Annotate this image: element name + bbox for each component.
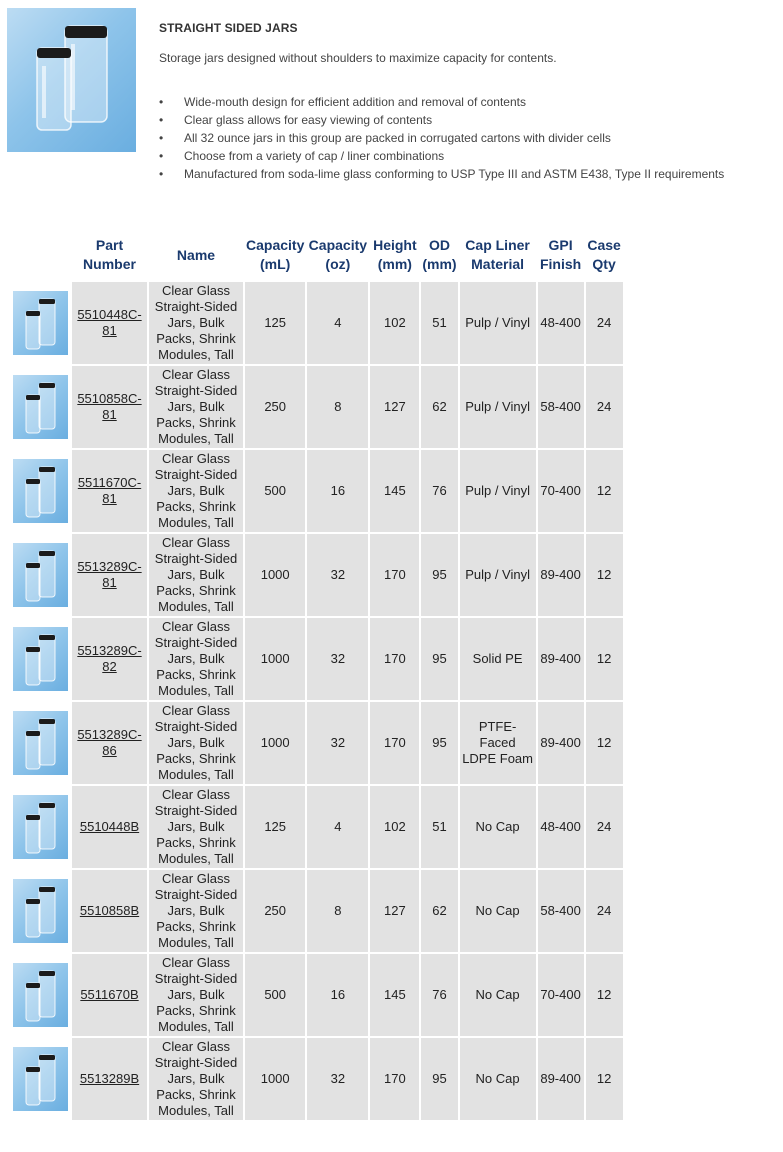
- od-cell: 95: [421, 534, 457, 616]
- table-row: [13, 1038, 623, 1120]
- part-number-link[interactable]: 5513289C-81: [77, 559, 142, 590]
- capacity-oz-cell: 16: [307, 954, 368, 1036]
- product-thumbnail[interactable]: [13, 627, 68, 691]
- gpi-finish-cell: 89-400: [538, 702, 584, 784]
- product-table: [11, 228, 625, 1122]
- part-number-link[interactable]: 5513289B: [79, 1071, 140, 1086]
- capacity-ml-cell: 500: [245, 954, 305, 1036]
- capacity-ml-cell: 1000: [245, 702, 305, 784]
- od-cell: 62: [421, 870, 457, 952]
- intro-section: [159, 21, 769, 183]
- product-thumbnail-cell: [13, 870, 70, 952]
- bullet-icon: •: [159, 167, 164, 181]
- product-name-cell: Clear Glass Straight-Sided Jars, Bulk Packs, Shrink Modules, Tall: [149, 1038, 243, 1120]
- height-cell: 127: [370, 366, 419, 448]
- product-thumbnail-cell: [13, 450, 70, 532]
- product-thumbnail[interactable]: [13, 291, 68, 355]
- header-capacity-oz: Capacity (oz): [307, 230, 368, 280]
- case-qty-cell: 12: [586, 1038, 623, 1120]
- product-name-cell: Clear Glass Straight-Sided Jars, Bulk Packs, Shrink Modules, Tall: [149, 786, 243, 868]
- feature-item: [159, 129, 769, 147]
- product-thumbnail[interactable]: [13, 879, 68, 943]
- product-thumbnail-cell: [13, 366, 70, 448]
- cap-liner-cell: Solid PE: [460, 618, 536, 700]
- product-thumbnail[interactable]: [13, 375, 68, 439]
- height-cell: 127: [370, 870, 419, 952]
- capacity-oz-cell: 4: [307, 282, 368, 364]
- product-thumbnail[interactable]: [13, 795, 68, 859]
- case-qty-cell: 12: [586, 954, 623, 1036]
- od-cell: 76: [421, 450, 457, 532]
- product-thumbnail[interactable]: [13, 1047, 68, 1111]
- height-cell: 170: [370, 618, 419, 700]
- capacity-oz-cell: 32: [307, 534, 368, 616]
- part-number-link[interactable]: 5511670C-81: [77, 475, 142, 506]
- height-cell: 170: [370, 1038, 419, 1120]
- feature-text: Wide-mouth design for efficient addition and removal of contents: [184, 95, 526, 109]
- part-number-link[interactable]: 5510858B: [79, 903, 140, 918]
- feature-item: [159, 165, 769, 183]
- product-thumbnail[interactable]: [13, 711, 68, 775]
- case-qty-cell: 24: [586, 870, 623, 952]
- feature-text: All 32 ounce jars in this group are packed in corrugated cartons with divider cells: [184, 131, 611, 145]
- header-case-qty: Case Qty: [586, 230, 623, 280]
- table-row: [13, 366, 623, 448]
- gpi-finish-cell: 89-400: [538, 618, 584, 700]
- capacity-ml-cell: 1000: [245, 1038, 305, 1120]
- height-cell: 170: [370, 702, 419, 784]
- cap-liner-cell: No Cap: [460, 870, 536, 952]
- product-thumbnail-cell: [13, 1038, 70, 1120]
- capacity-ml-cell: 1000: [245, 534, 305, 616]
- product-thumbnail-cell: [13, 534, 70, 616]
- gpi-finish-cell: 89-400: [538, 534, 584, 616]
- table-row: [13, 954, 623, 1036]
- cap-liner-cell: No Cap: [460, 1038, 536, 1120]
- table-row: [13, 282, 623, 364]
- table-row: [13, 534, 623, 616]
- header-gpi-finish: GPI Finish: [538, 230, 584, 280]
- header-cap-liner: Cap Liner Material: [460, 230, 536, 280]
- cap-liner-cell: Pulp / Vinyl: [460, 450, 536, 532]
- part-number-cell: [72, 534, 147, 616]
- table-row: [13, 618, 623, 700]
- header-thumbnail: [13, 230, 70, 280]
- header-part-number: Part Number: [72, 230, 147, 280]
- case-qty-cell: 12: [586, 702, 623, 784]
- capacity-oz-cell: 32: [307, 702, 368, 784]
- header-height: Height (mm): [370, 230, 419, 280]
- part-number-link[interactable]: 5511670B: [80, 987, 139, 1002]
- height-cell: 170: [370, 534, 419, 616]
- cap-liner-cell: PTFE-Faced LDPE Foam: [460, 702, 536, 784]
- gpi-finish-cell: 48-400: [538, 786, 584, 868]
- feature-item: [159, 111, 769, 129]
- case-qty-cell: 24: [586, 786, 623, 868]
- height-cell: 145: [370, 450, 419, 532]
- table-body: [13, 282, 623, 1120]
- capacity-ml-cell: 500: [245, 450, 305, 532]
- part-number-cell: [72, 870, 147, 952]
- feature-text: Clear glass allows for easy viewing of contents: [184, 113, 433, 127]
- bullet-icon: •: [159, 95, 164, 109]
- part-number-link[interactable]: 5513289C-86: [77, 727, 142, 758]
- feature-item: [159, 147, 769, 165]
- header-od: OD (mm): [421, 230, 457, 280]
- cap-liner-cell: Pulp / Vinyl: [460, 366, 536, 448]
- part-number-link[interactable]: 5510448B: [79, 819, 140, 834]
- gpi-finish-cell: 48-400: [538, 282, 584, 364]
- part-number-cell: [72, 618, 147, 700]
- product-thumbnail-cell: [13, 702, 70, 784]
- jars-illustration-icon: [7, 8, 136, 152]
- product-name-cell: Clear Glass Straight-Sided Jars, Bulk Packs, Shrink Modules, Tall: [149, 450, 243, 532]
- part-number-link[interactable]: 5513289C-82: [77, 643, 142, 674]
- product-thumbnail[interactable]: [13, 543, 68, 607]
- feature-item: [159, 93, 769, 111]
- header-name: Name: [149, 230, 243, 280]
- case-qty-cell: 12: [586, 618, 623, 700]
- part-number-cell: [72, 282, 147, 364]
- product-name-cell: Clear Glass Straight-Sided Jars, Bulk Packs, Shrink Modules, Tall: [149, 954, 243, 1036]
- part-number-cell: [72, 1038, 147, 1120]
- gpi-finish-cell: 70-400: [538, 450, 584, 532]
- table-row: [13, 870, 623, 952]
- cap-liner-cell: Pulp / Vinyl: [460, 282, 536, 364]
- feature-text: Manufactured from soda-lime glass conforming to USP Type III and ASTM E438, Type II requirements: [184, 167, 725, 181]
- height-cell: 102: [370, 786, 419, 868]
- part-number-cell: [72, 450, 147, 532]
- product-name-cell: Clear Glass Straight-Sided Jars, Bulk Packs, Shrink Modules, Tall: [149, 702, 243, 784]
- case-qty-cell: 12: [586, 450, 623, 532]
- part-number-link[interactable]: 5510858C-81: [77, 391, 142, 422]
- capacity-ml-cell: 1000: [245, 618, 305, 700]
- product-photo: [7, 8, 136, 152]
- capacity-ml-cell: 250: [245, 870, 305, 952]
- bullet-icon: •: [159, 113, 164, 127]
- product-thumbnail-cell: [13, 282, 70, 364]
- od-cell: 76: [421, 954, 457, 1036]
- case-qty-cell: 12: [586, 534, 623, 616]
- header-capacity-ml: Capacity (mL): [245, 230, 305, 280]
- cap-liner-cell: No Cap: [460, 954, 536, 1036]
- feature-text: Choose from a variety of cap / liner combinations: [184, 149, 445, 163]
- capacity-ml-cell: 250: [245, 366, 305, 448]
- product-name-cell: Clear Glass Straight-Sided Jars, Bulk Packs, Shrink Modules, Tall: [149, 618, 243, 700]
- od-cell: 51: [421, 282, 457, 364]
- height-cell: 145: [370, 954, 419, 1036]
- product-thumbnail-cell: [13, 786, 70, 868]
- od-cell: 95: [421, 1038, 457, 1120]
- product-thumbnail-cell: [13, 618, 70, 700]
- product-name-cell: Clear Glass Straight-Sided Jars, Bulk Packs, Shrink Modules, Tall: [149, 534, 243, 616]
- gpi-finish-cell: 89-400: [538, 1038, 584, 1120]
- capacity-oz-cell: 32: [307, 618, 368, 700]
- capacity-oz-cell: 8: [307, 870, 368, 952]
- table-row: [13, 702, 623, 784]
- part-number-cell: [72, 954, 147, 1036]
- od-cell: 95: [421, 702, 457, 784]
- part-number-cell: [72, 786, 147, 868]
- case-qty-cell: 24: [586, 366, 623, 448]
- case-qty-cell: 24: [586, 282, 623, 364]
- page-description: Storage jars designed without shoulders to maximize capacity for contents.: [159, 51, 557, 65]
- cap-liner-cell: No Cap: [460, 786, 536, 868]
- capacity-oz-cell: 4: [307, 786, 368, 868]
- od-cell: 95: [421, 618, 457, 700]
- capacity-oz-cell: 16: [307, 450, 368, 532]
- feature-list: [159, 93, 769, 183]
- gpi-finish-cell: 58-400: [538, 870, 584, 952]
- product-name-cell: Clear Glass Straight-Sided Jars, Bulk Packs, Shrink Modules, Tall: [149, 366, 243, 448]
- height-cell: 102: [370, 282, 419, 364]
- gpi-finish-cell: 70-400: [538, 954, 584, 1036]
- capacity-ml-cell: 125: [245, 786, 305, 868]
- od-cell: 51: [421, 786, 457, 868]
- part-number-link[interactable]: 5510448C-81: [77, 307, 142, 338]
- capacity-oz-cell: 8: [307, 366, 368, 448]
- bullet-icon: •: [159, 131, 164, 145]
- page-title: STRAIGHT SIDED JARS: [159, 21, 298, 35]
- table-header-row: [13, 230, 623, 280]
- cap-liner-cell: Pulp / Vinyl: [460, 534, 536, 616]
- product-name-cell: Clear Glass Straight-Sided Jars, Bulk Packs, Shrink Modules, Tall: [149, 282, 243, 364]
- bullet-icon: •: [159, 149, 164, 163]
- product-thumbnail-cell: [13, 954, 70, 1036]
- product-thumbnail[interactable]: [13, 963, 68, 1027]
- part-number-cell: [72, 702, 147, 784]
- table-row: [13, 450, 623, 532]
- gpi-finish-cell: 58-400: [538, 366, 584, 448]
- capacity-ml-cell: 125: [245, 282, 305, 364]
- capacity-oz-cell: 32: [307, 1038, 368, 1120]
- product-name-cell: Clear Glass Straight-Sided Jars, Bulk Packs, Shrink Modules, Tall: [149, 870, 243, 952]
- part-number-cell: [72, 366, 147, 448]
- od-cell: 62: [421, 366, 457, 448]
- product-thumbnail[interactable]: [13, 459, 68, 523]
- table-row: [13, 786, 623, 868]
